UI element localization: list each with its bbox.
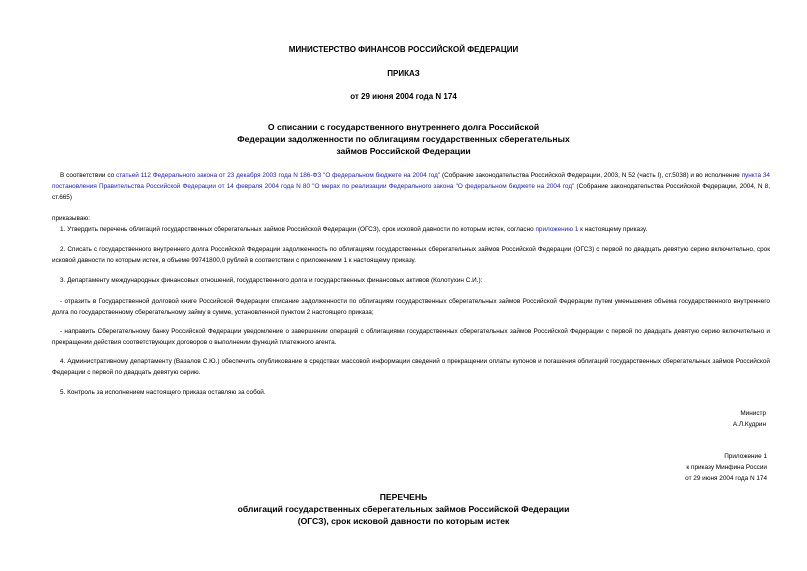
doc-title-line: О списании с государственного внутреннего долга Российской (267, 122, 540, 132)
appendix-date: от 29 июня 2004 года N 174 (685, 475, 767, 482)
appendix-subtitle: (ОГСЗ), срок исковой давности по которым истек (297, 516, 510, 526)
item-2: 2. Списать с государственного внутреннего долга Российской Федерации задолженность по облигациям государственных сберегательных займов Российской Федерации (ОГСЗ) с первой по двадцать девятую серию включительно, срок исковой давности по которым истек, в объеме 99741800,0 рублей в соответствии с приложением 1 к настоящему приказу. (52, 246, 770, 264)
signature-block (733, 408, 766, 430)
signer-name: А.Л.Кудрин (732, 421, 766, 428)
order-word: приказываю: (52, 215, 90, 222)
law-link[interactable]: статьей 112 Федерального закона от 23 декабря 2003 года N 186-ФЗ "О федеральном бюджете на 2004 год" (116, 172, 441, 179)
appendix-1-link[interactable]: приложению 1 (535, 226, 579, 233)
doc-title-line: Федерации задолженности по облигациям государственных сберегательных (237, 134, 570, 144)
doc-title-line: займов Российской Федерации (336, 146, 471, 156)
ministry-name: МИНИСТЕРСТВО ФИНАНСОВ РОССИЙСКОЙ ФЕДЕРАЦИИ (288, 45, 519, 54)
appendix-title (0, 491, 807, 527)
preamble-paragraph (52, 170, 770, 203)
item-4: 4. Административному департаменту (Вазалов С.Ю.) обеспечить опубликование в средствах массовой информации сведений о прекращении оплаты купонов и погашения облигаций государственных сберегательных займов Российской Федерации с первой по двадцать девятую серию. (52, 358, 770, 376)
item-1 (52, 224, 770, 235)
doc-title (0, 121, 807, 157)
decree-link[interactable]: пункта 34 постановления Правительства Российской Федерации от 14 февраля 2004 года N 80 "О мерах по реализации Федерального закона "О федеральном бюджете на 2004 год" (52, 172, 770, 190)
item-5: 5. Контроль за исполнением настоящего приказа оставляю за собой. (60, 389, 266, 396)
appendix-ref: к приказу Минфина России (686, 464, 767, 471)
item-1-text: к настоящему приказу. (578, 226, 648, 233)
item-3-a: - отразить в Государственной долговой книге Российской Федерации списание задолженности по облигациям государственных сберегательных займов Российской Федерации путем уменьшения объема государственного внутреннего долга по государственному сберегательному займу в сумме, установленной пунктом 2 настоящего приказа; (52, 298, 770, 316)
preamble-text: В соответствии со (60, 172, 116, 179)
signer-position: Министр (740, 410, 766, 417)
doc-type: ПРИКАЗ (387, 69, 420, 78)
item-1-text: 1. Утвердить перечень облигаций государственных сберегательных займов Российской Федерации (ОГСЗ), срок исковой давности по которым истек, согласно (60, 226, 536, 233)
appendix-heading: ПЕРЕЧЕНЬ (379, 492, 428, 502)
appendix-subtitle: облигаций государственных сберегательных займов Российской Федерации (237, 504, 570, 514)
doc-date-number: от 29 июня 2004 года N 174 (350, 92, 457, 101)
item-3: 3. Департаменту международных финансовых отношений, государственного долга и государственных финансовых активов (Колотухин С.И.): (60, 277, 483, 284)
preamble-text: (Собрание законодательства Российской Федерации, 2004, N 8, ст.665) (52, 183, 770, 201)
preamble-text: (Собрание законодательства Российской Федерации, 2003, N 52 (часть I), ст.5038) и во исполнение (440, 172, 742, 179)
appendix-header (685, 451, 767, 484)
appendix-label: Приложение 1 (724, 453, 767, 460)
item-3-b: - направить Сберегательному банку Российской Федерации уведомление о завершении операций с облигациями государственных сберегательных займов Российской Федерации с первой по двадцать девятую серию включительно и прекращении действия соответствующих договоров о выполнении функций платежного агента. (52, 328, 770, 346)
